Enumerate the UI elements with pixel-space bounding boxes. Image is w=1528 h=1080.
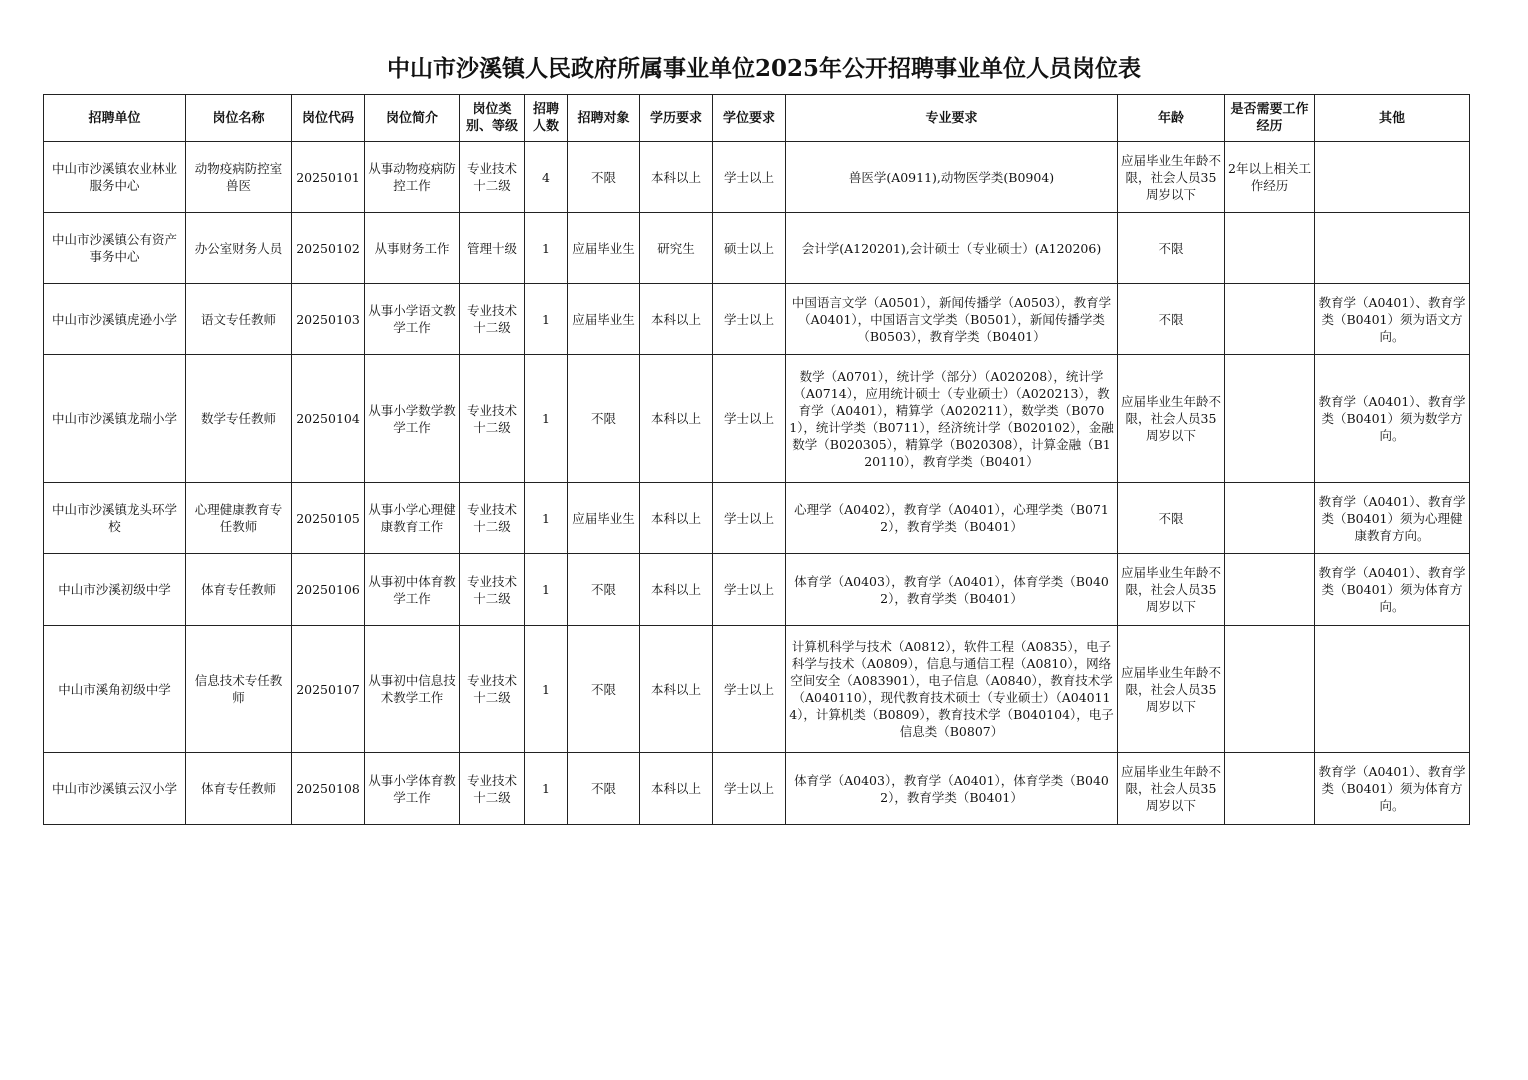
experience-cell [1225, 483, 1315, 554]
unit-cell: 中山市沙溪镇虎逊小学 [44, 284, 186, 355]
other-cell: 教育学（A0401）、教育学类（B0401）须为数学方向。 [1315, 355, 1470, 483]
table-row [44, 626, 1470, 753]
category-cell: 专业技术十二级 [460, 142, 525, 213]
count-cell: 1 [525, 554, 568, 626]
experience-cell [1225, 554, 1315, 626]
other-cell [1315, 213, 1470, 284]
target-cell: 不限 [568, 142, 640, 213]
target-cell: 应届毕业生 [568, 213, 640, 284]
target-cell: 应届毕业生 [568, 483, 640, 554]
experience-cell: 2年以上相关工作经历 [1225, 142, 1315, 213]
intro-cell: 从事小学心理健康教育工作 [365, 483, 460, 554]
unit-cell: 中山市沙溪镇公有资产事务中心 [44, 213, 186, 284]
header-cell: 岗位类别、等级 [460, 95, 525, 142]
age-cell: 不限 [1118, 284, 1225, 355]
age-cell: 不限 [1118, 213, 1225, 284]
other-cell: 教育学（A0401）、教育学类（B0401）须为体育方向。 [1315, 753, 1470, 825]
experience-cell [1225, 626, 1315, 753]
degree-cell: 学士以上 [713, 753, 786, 825]
major-cell: 心理学（A0402），教育学（A0401），心理学类（B0712），教育学类（B0401） [786, 483, 1118, 554]
education-cell: 研究生 [640, 213, 713, 284]
education-cell: 本科以上 [640, 355, 713, 483]
header-cell: 年龄 [1118, 95, 1225, 142]
code-cell: 20250102 [292, 213, 365, 284]
education-cell: 本科以上 [640, 753, 713, 825]
major-cell: 中国语言文学（A0501），新闻传播学（A0503），教育学（A0401），中国语言文学类（B0501），新闻传播学类（B0503），教育学类（B0401） [786, 284, 1118, 355]
unit-cell: 中山市沙溪镇云汉小学 [44, 753, 186, 825]
recruitment-table [43, 94, 1470, 825]
count-cell: 1 [525, 355, 568, 483]
experience-cell [1225, 355, 1315, 483]
code-cell: 20250107 [292, 626, 365, 753]
table-row [44, 142, 1470, 213]
code-cell: 20250105 [292, 483, 365, 554]
target-cell: 不限 [568, 626, 640, 753]
table-header-row [44, 95, 1470, 142]
header-cell: 招聘人数 [525, 95, 568, 142]
code-cell: 20250103 [292, 284, 365, 355]
count-cell: 1 [525, 753, 568, 825]
header-cell: 学位要求 [713, 95, 786, 142]
table-row [44, 213, 1470, 284]
header-cell: 岗位名称 [186, 95, 292, 142]
position-cell: 体育专任教师 [186, 554, 292, 626]
header-cell: 招聘对象 [568, 95, 640, 142]
count-cell: 1 [525, 213, 568, 284]
position-cell: 动物疫病防控室兽医 [186, 142, 292, 213]
major-cell: 会计学(A120201),会计硕士（专业硕士）(A120206) [786, 213, 1118, 284]
major-cell: 数学（A0701），统计学（部分）（A020208），统计学（A0714），应用统计硕士（专业硕士）（A020213），教育学（A0401），精算学（A020211），数学类（B0701），统计学类（B0711），经济统计学（B020102），金融数学（B020305），精算学（B020308），计算金融（B120110），教育学类（B0401） [786, 355, 1118, 483]
unit-cell: 中山市沙溪镇龙头环学校 [44, 483, 186, 554]
code-cell: 20250106 [292, 554, 365, 626]
category-cell: 专业技术十二级 [460, 284, 525, 355]
category-cell: 专业技术十二级 [460, 355, 525, 483]
position-cell: 心理健康教育专任教师 [186, 483, 292, 554]
degree-cell: 学士以上 [713, 483, 786, 554]
category-cell: 专业技术十二级 [460, 626, 525, 753]
degree-cell: 学士以上 [713, 142, 786, 213]
header-cell: 是否需要工作经历 [1225, 95, 1315, 142]
header-cell: 专业要求 [786, 95, 1118, 142]
experience-cell [1225, 213, 1315, 284]
position-cell: 办公室财务人员 [186, 213, 292, 284]
category-cell: 专业技术十二级 [460, 554, 525, 626]
count-cell: 1 [525, 626, 568, 753]
position-cell: 数学专任教师 [186, 355, 292, 483]
other-cell [1315, 142, 1470, 213]
category-cell: 管理十级 [460, 213, 525, 284]
age-cell: 应届毕业生年龄不限，社会人员35周岁以下 [1118, 626, 1225, 753]
age-cell: 应届毕业生年龄不限，社会人员35周岁以下 [1118, 355, 1225, 483]
major-cell: 体育学（A0403），教育学（A0401），体育学类（B0402），教育学类（B0401） [786, 554, 1118, 626]
intro-cell: 从事财务工作 [365, 213, 460, 284]
count-cell: 4 [525, 142, 568, 213]
major-cell: 计算机科学与技术（A0812），软件工程（A0835），电子科学与技术（A0809），信息与通信工程（A0810），网络空间安全（A083901），电子信息（A0840），教育技术学（A040110），现代教育技术硕士（专业硕士）（A040114），计算机类（B0809），教育技术学（B040104），电子信息类（B0807） [786, 626, 1118, 753]
education-cell: 本科以上 [640, 483, 713, 554]
intro-cell: 从事小学语文教学工作 [365, 284, 460, 355]
age-cell: 不限 [1118, 483, 1225, 554]
unit-cell: 中山市沙溪初级中学 [44, 554, 186, 626]
intro-cell: 从事初中体育教学工作 [365, 554, 460, 626]
other-cell: 教育学（A0401）、教育学类（B0401）须为心理健康教育方向。 [1315, 483, 1470, 554]
header-cell: 岗位代码 [292, 95, 365, 142]
age-cell: 应届毕业生年龄不限，社会人员35周岁以下 [1118, 554, 1225, 626]
header-cell: 招聘单位 [44, 95, 186, 142]
header-cell: 其他 [1315, 95, 1470, 142]
code-cell: 20250108 [292, 753, 365, 825]
count-cell: 1 [525, 483, 568, 554]
other-cell [1315, 626, 1470, 753]
unit-cell: 中山市溪角初级中学 [44, 626, 186, 753]
experience-cell [1225, 284, 1315, 355]
unit-cell: 中山市沙溪镇农业林业服务中心 [44, 142, 186, 213]
category-cell: 专业技术十二级 [460, 483, 525, 554]
position-cell: 信息技术专任教师 [186, 626, 292, 753]
age-cell: 应届毕业生年龄不限，社会人员35周岁以下 [1118, 142, 1225, 213]
target-cell: 应届毕业生 [568, 284, 640, 355]
table-row [44, 355, 1470, 483]
target-cell: 不限 [568, 355, 640, 483]
major-cell: 体育学（A0403），教育学（A0401），体育学类（B0402），教育学类（B0401） [786, 753, 1118, 825]
unit-cell: 中山市沙溪镇龙瑞小学 [44, 355, 186, 483]
intro-cell: 从事动物疫病防控工作 [365, 142, 460, 213]
other-cell: 教育学（A0401）、教育学类（B0401）须为语文方向。 [1315, 284, 1470, 355]
position-cell: 语文专任教师 [186, 284, 292, 355]
intro-cell: 从事初中信息技术教学工作 [365, 626, 460, 753]
code-cell: 20250104 [292, 355, 365, 483]
header-cell: 学历要求 [640, 95, 713, 142]
major-cell: 兽医学(A0911),动物医学类(B0904) [786, 142, 1118, 213]
header-cell: 岗位简介 [365, 95, 460, 142]
table-row [44, 284, 1470, 355]
code-cell: 20250101 [292, 142, 365, 213]
degree-cell: 学士以上 [713, 355, 786, 483]
degree-cell: 硕士以上 [713, 213, 786, 284]
age-cell: 应届毕业生年龄不限，社会人员35周岁以下 [1118, 753, 1225, 825]
degree-cell: 学士以上 [713, 626, 786, 753]
table-row [44, 483, 1470, 554]
experience-cell [1225, 753, 1315, 825]
page-title: 中山市沙溪镇人民政府所属事业单位2025年公开招聘事业单位人员岗位表 [386, 55, 1141, 82]
other-cell: 教育学（A0401）、教育学类（B0401）须为体育方向。 [1315, 554, 1470, 626]
education-cell: 本科以上 [640, 284, 713, 355]
target-cell: 不限 [568, 554, 640, 626]
education-cell: 本科以上 [640, 626, 713, 753]
education-cell: 本科以上 [640, 554, 713, 626]
target-cell: 不限 [568, 753, 640, 825]
intro-cell: 从事小学体育教学工作 [365, 753, 460, 825]
position-cell: 体育专任教师 [186, 753, 292, 825]
degree-cell: 学士以上 [713, 554, 786, 626]
category-cell: 专业技术十二级 [460, 753, 525, 825]
table-row [44, 753, 1470, 825]
count-cell: 1 [525, 284, 568, 355]
education-cell: 本科以上 [640, 142, 713, 213]
table-row [44, 554, 1470, 626]
degree-cell: 学士以上 [713, 284, 786, 355]
intro-cell: 从事小学数学教学工作 [365, 355, 460, 483]
